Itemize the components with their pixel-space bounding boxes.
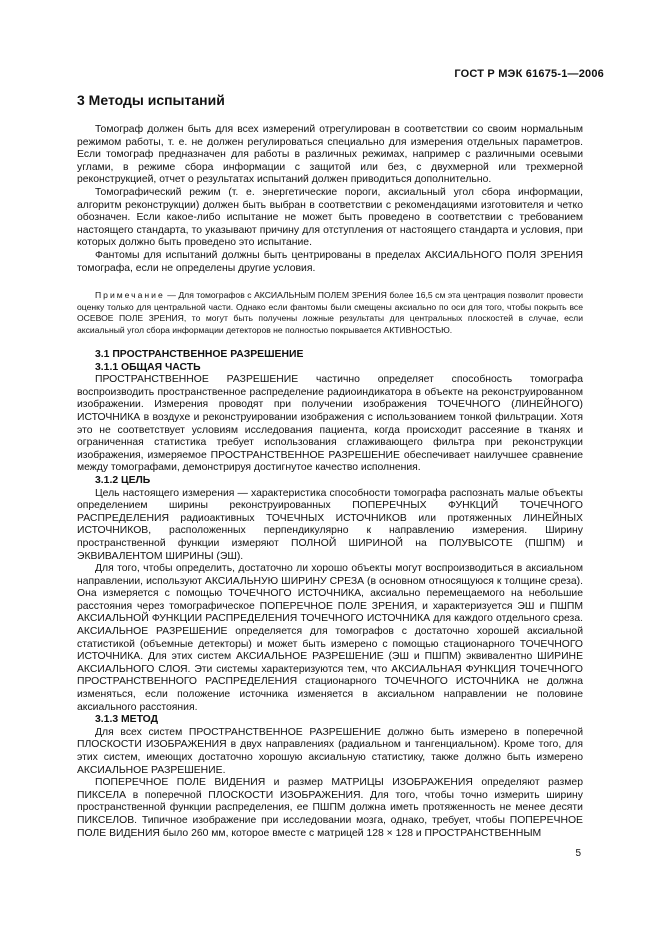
note-block bbox=[77, 290, 583, 336]
note-label: Примечание bbox=[95, 290, 165, 300]
paragraph-3-1-3-b: ПОПЕРЕЧНОЕ ПОЛЕ ВИДЕНИЯ и размер МАТРИЦЫ ИЗОБРАЖЕНИЯ определяют размер ПИКСЕЛА в поперечной ПЛОСКОСТИ ИЗОБРАЖЕНИЯ. Для того, чтобы точно измерить ширину пространственной функции распределения, ее ПШПМ должна иметь протяженность не менее десяти ПИКСЕЛОВ. Типичное изображение при исследовании мозга, однако, требует, чтобы ПОПЕРЕЧНОЕ ПОЛЕ ВИДЕНИЯ было 260 мм, которое вместе с матрицей 128 × 128 и ПРОСТРАНСТВЕННЫМ bbox=[77, 777, 583, 839]
intro-paragraph-2: Томографический режим (т. е. энергетические пороги, аксиальный угол сбора информации, алгоритм реконструкции) должен быть выбран в соответствии с рекомендациями изготовителя и четко обозначен. Если какое-либо испытание не может быть проведено в соответствии с требованием настоящего стандарта, то указывают причину для отступления от настоящего стандарта и условия, при которых должно быть проведено это испытание. bbox=[77, 186, 583, 249]
heading-3-1-3: 3.1.3 МЕТОД bbox=[95, 714, 159, 726]
paragraph-3-1-2-a: Цель настоящего измерения — характеристика способности томографа распознать малые объекты определением ширины реконструированных ПОПЕРЕЧНЫХ ФУНКЦИЙ ТОЧЕЧНОГО РАСПРЕДЕЛЕНИЯ радиоактивных ТОЧЕЧНЫХ ИСТОЧНИКОВ или протяженных ЛИНЕЙНЫХ ИСТОЧНИКОВ, расположенных перпендикулярно к направлению измерения. Ширину пространственной функции измеряют ПОЛНОЙ ШИРИНОЙ на ПОЛУВЫСОТЕ (ПШПМ) и ЭКВИВАЛЕНТОМ ШИРИНЫ (ЭШ). bbox=[77, 487, 583, 562]
intro-paragraph-3: Фантомы для испытаний должны быть центрированы в пределах АКСИАЛЬНОГО ПОЛЯ ЗРЕНИЯ томографа, если не определены другие условия. bbox=[77, 249, 583, 274]
standard-header: ГОСТ Р МЭК 61675-1—2006 bbox=[454, 68, 604, 80]
note-paragraph bbox=[77, 290, 583, 336]
paragraph-3-1-1: ПРОСТРАНСТВЕННОЕ РАЗРЕШЕНИЕ частично определяет способность томографа воспроизводить пространственное распределение радиоиндикатора в объекте на реконструированном изображении. Измерения проводят при получении изображения ТОЧЕЧНОГО (ЛИНЕЙНОГО) ИСТОЧНИКА в воздухе и реконструировании изображения с использованием тонкой фильтрации. Хотя это не соответствует условиям исследования пациента, когда происходит рассеяние в тканях и ограниченная статистика требует использования сглаживающего фильтра при реконструкции изображения, измеряемое ПРОСТРАНСТВЕННОЕ РАЗРЕШЕНИЕ обеспечивает наилучшее сравнение между томографами, демонстрируя достигнутое качество исполнения. bbox=[77, 374, 583, 474]
note-text: — Для томографов с АКСИАЛЬНЫМ ПОЛЕМ ЗРЕНИЯ более 16,5 см эта центрация позволит провести оценку только для центральной части. Однако если фантомы были смещены аксиально по оси для того, чтобы покрыть все ОСЕВОЕ ПОЛЕ ЗРЕНИЯ, то могут быть получены ложные результаты для центральных плоскостей в случае, если аксиальный угол сбора информации детекторов не полностью покрывается АКТИВНОСТЬЮ. bbox=[77, 290, 583, 335]
page-number: 5 bbox=[575, 848, 581, 859]
section-3-1 bbox=[77, 349, 583, 840]
heading-3-1-2: 3.1.2 ЦЕЛЬ bbox=[95, 474, 151, 486]
paragraph-3-1-3-a: Для всех систем ПРОСТРАНСТВЕННОЕ РАЗРЕШЕНИЕ должно быть измерено в поперечной ПЛОСКОСТИ ИЗОБРАЖЕНИЯ в двух направлениях (радиальном и тангенциальном). Кроме того, для этих систем, имеющих достаточно хорошую аксиальную статистику, также должно быть измерено АКСИАЛЬНОЕ РАЗРЕШЕНИЕ. bbox=[77, 726, 583, 776]
intro-block bbox=[77, 124, 583, 275]
heading-3-1: 3.1 ПРОСТРАНСТВЕННОЕ РАЗРЕШЕНИЕ bbox=[95, 349, 304, 360]
section-title: 3 Методы испытаний bbox=[77, 92, 225, 108]
paragraph-3-1-2-b: Для того, чтобы определить, достаточно ли хорошо объекты могут воспроизводиться в аксиальном направлении, используют АКСИАЛЬНУЮ ШИРИНУ СРЕЗА (в основном относящуюся к толщине среза). Она измеряется с помощью ТОЧЕЧНОГО ИСТОЧНИКА, аксиально перемещаемого на небольшие расстояния через томографическое ПОПЕРЕЧНОЕ ПОЛЕ ЗРЕНИЯ, и характеризуется ЭШ и ПШПМ АКСИАЛЬНОЙ ФУНКЦИИ РАСПРЕДЕЛЕНИЯ ТОЧЕЧНОГО ИСТОЧНИКА для каждого отдельного среза. АКСИАЛЬНОЕ РАЗРЕШЕНИЕ определяется для томографов с достаточно хорошей аксиальной статистикой (объемные детекторы) и может быть измерено с помощью стационарного ТОЧЕЧНОГО ИСТОЧНИКА. Для этих систем АКСИАЛЬНОЕ РАЗРЕШЕНИЕ (ЭШ и ПШПМ) эквивалентно ШИРИНЕ АКСИАЛЬНОГО СЛОЯ. Эти системы характеризуются тем, что АКСИАЛЬНАЯ ФУНКЦИЯ ТОЧЕЧНОГО ПРОСТРАНСТВЕННОГО РАСПРЕДЕЛЕНИЯ стационарного ТОЧЕЧНОГО ИСТОЧНИКА не должна изменяться, если положение источника изменяется в аксиальном направлении не половине аксиального расстояния. bbox=[77, 563, 583, 713]
intro-paragraph-1: Томограф должен быть для всех измерений отрегулирован в соответствии со своим нормальным режимом работы, т. е. не должен регулироваться специально для измерения отдельных параметров. Если томограф предназначен для работы в различных режимах, например с различными осевыми углами, в режиме сбора информации с защитой или без, с двухмерной или трехмерной реконструкцией, отчет о результатах испытаний должен приводиться дополнительно. bbox=[77, 124, 583, 186]
heading-3-1-1: 3.1.1 ОБЩАЯ ЧАСТЬ bbox=[95, 361, 201, 373]
